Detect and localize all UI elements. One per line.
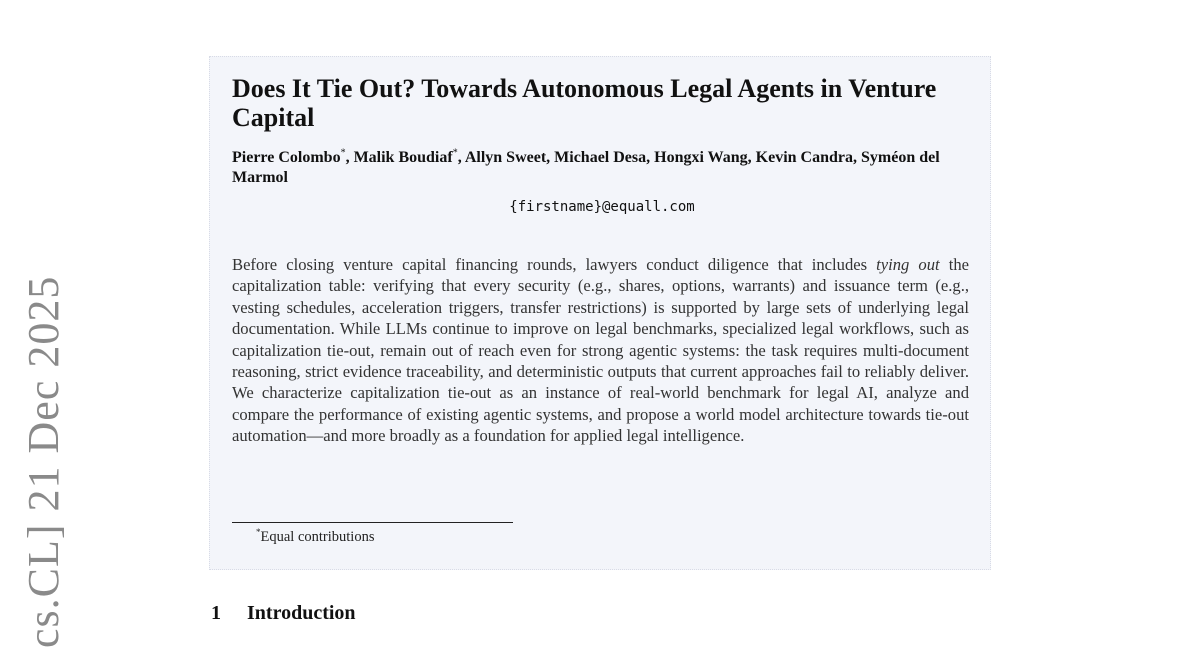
author: Hongxi Wang [654, 149, 748, 166]
author-list: Pierre Colombo*, Malik Boudiaf*, Allyn Sweet, Michael Desa, Hongxi Wang, Kevin Candra, Syméon del Marmol [232, 147, 940, 186]
footnote-mark: * [256, 527, 261, 538]
paper-title: Does It Tie Out? Towards Autonomous Legal Agents in Venture Capital [232, 74, 937, 132]
footnote [256, 528, 374, 546]
author-email: {firstname}@equall.com [509, 199, 695, 215]
arxiv-side-stamp: cs.CL] 21 Dec 2025 [19, 275, 68, 648]
section-title: Introduction [247, 602, 356, 624]
section-heading [211, 601, 356, 625]
footnote-divider [232, 522, 513, 523]
author: Malik Boudiaf [353, 149, 453, 166]
author: Pierre Colombo [232, 149, 341, 166]
abstract-text [232, 254, 969, 447]
abstract-emphasis: tying out [876, 255, 940, 274]
author: Syméon del Marmol [232, 149, 940, 186]
author: Allyn Sweet [464, 149, 547, 166]
equal-contribution-mark: * [340, 147, 346, 159]
abstract-lead: Before closing venture capital financing rounds, lawyers conduct diligence that includes [232, 255, 877, 274]
abstract-rest: the capitalization table: verifying that every security (e.g., shares, options, warrants) and issuance term (e.g., vesting schedules, acceleration triggers, transfer restrictions) is supported by large sets of underlying legal documentation. While LLMs continue to improve on legal benchmarks, specialized legal workflows, such as capitalization tie-out, remain out of reach even for strong agentic systems: the task requires multi-document reasoning, strict evidence traceability, and deterministic outputs that current approaches fail to reliably deliver. We characterize capitalization tie-out as an instance of real-world benchmark for legal AI, analyze and compare the performance of existing agentic systems, and propose a world model architecture towards tie-out automation—and more broadly as a foundation for applied legal intelligence. [232, 255, 970, 446]
section-number: 1 [211, 602, 221, 624]
footnote-text: Equal contributions [260, 529, 375, 545]
author: Kevin Candra [755, 149, 853, 166]
author: Michael Desa [554, 149, 647, 166]
equal-contribution-mark: * [452, 147, 458, 159]
